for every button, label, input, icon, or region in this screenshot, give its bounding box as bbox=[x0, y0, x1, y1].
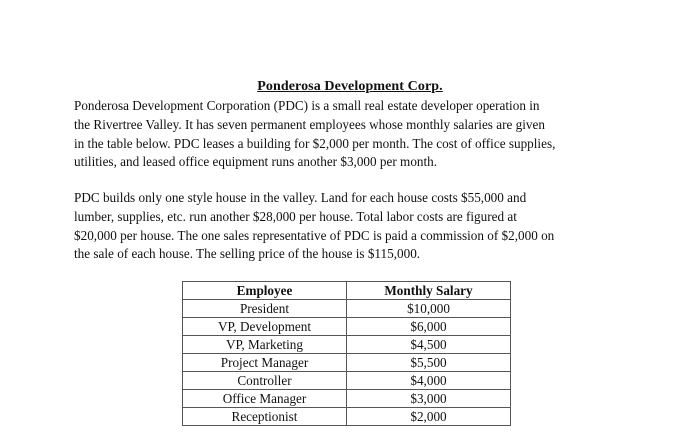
salary-cell: $10,000 bbox=[347, 300, 511, 318]
table-row bbox=[183, 318, 511, 336]
table-row bbox=[183, 372, 511, 390]
employee-column-header: Employee bbox=[183, 282, 347, 300]
table-row bbox=[183, 336, 511, 354]
salary-column-header: Monthly Salary bbox=[347, 282, 511, 300]
paragraph-line: in the table below. PDC leases a building for $2,000 per month. The cost of office supplies, bbox=[74, 135, 556, 151]
paragraph-line: Ponderosa Development Corporation (PDC) is a small real estate developer operation in bbox=[74, 98, 540, 113]
paragraph-line: the sale of each house. The selling price of the house is $115,000. bbox=[74, 246, 421, 262]
employee-cell: Office Manager bbox=[183, 390, 347, 408]
salary-table bbox=[182, 281, 511, 426]
table-header-row bbox=[183, 282, 511, 300]
salary-cell: $5,500 bbox=[347, 354, 511, 372]
table-row bbox=[183, 390, 511, 408]
employee-cell: Controller bbox=[183, 372, 347, 390]
document-title: Ponderosa Development Corp. bbox=[257, 79, 443, 94]
employee-cell: VP, Development bbox=[183, 318, 347, 336]
employee-cell: President bbox=[183, 300, 347, 318]
salary-cell: $3,000 bbox=[347, 390, 511, 408]
table-row bbox=[183, 354, 511, 372]
paragraph-line: PDC builds only one style house in the valley. Land for each house costs $55,000 and bbox=[74, 190, 527, 205]
employee-cell: VP, Marketing bbox=[183, 336, 347, 354]
paragraph-line: the Rivertree Valley. It has seven permanent employees whose monthly salaries are given bbox=[74, 116, 545, 132]
employee-cell: Project Manager bbox=[183, 354, 347, 372]
salary-cell: $4,500 bbox=[347, 336, 511, 354]
paragraph-costs bbox=[74, 189, 634, 264]
salary-cell: $2,000 bbox=[347, 408, 511, 426]
paragraph-line: utilities, and leased office equipment runs another $3,000 per month. bbox=[74, 154, 438, 170]
salary-cell: $6,000 bbox=[347, 318, 511, 336]
table-row bbox=[183, 300, 511, 318]
paragraph-line: lumber, supplies, etc. run another $28,000 per house. Total labor costs are figured at bbox=[74, 208, 517, 224]
paragraph-line: $20,000 per house. The one sales representative of PDC is paid a commission of $2,000 on bbox=[74, 227, 555, 243]
paragraph-intro bbox=[74, 97, 634, 172]
employee-cell: Receptionist bbox=[183, 408, 347, 426]
salary-cell: $4,000 bbox=[347, 372, 511, 390]
table-row bbox=[183, 408, 511, 426]
